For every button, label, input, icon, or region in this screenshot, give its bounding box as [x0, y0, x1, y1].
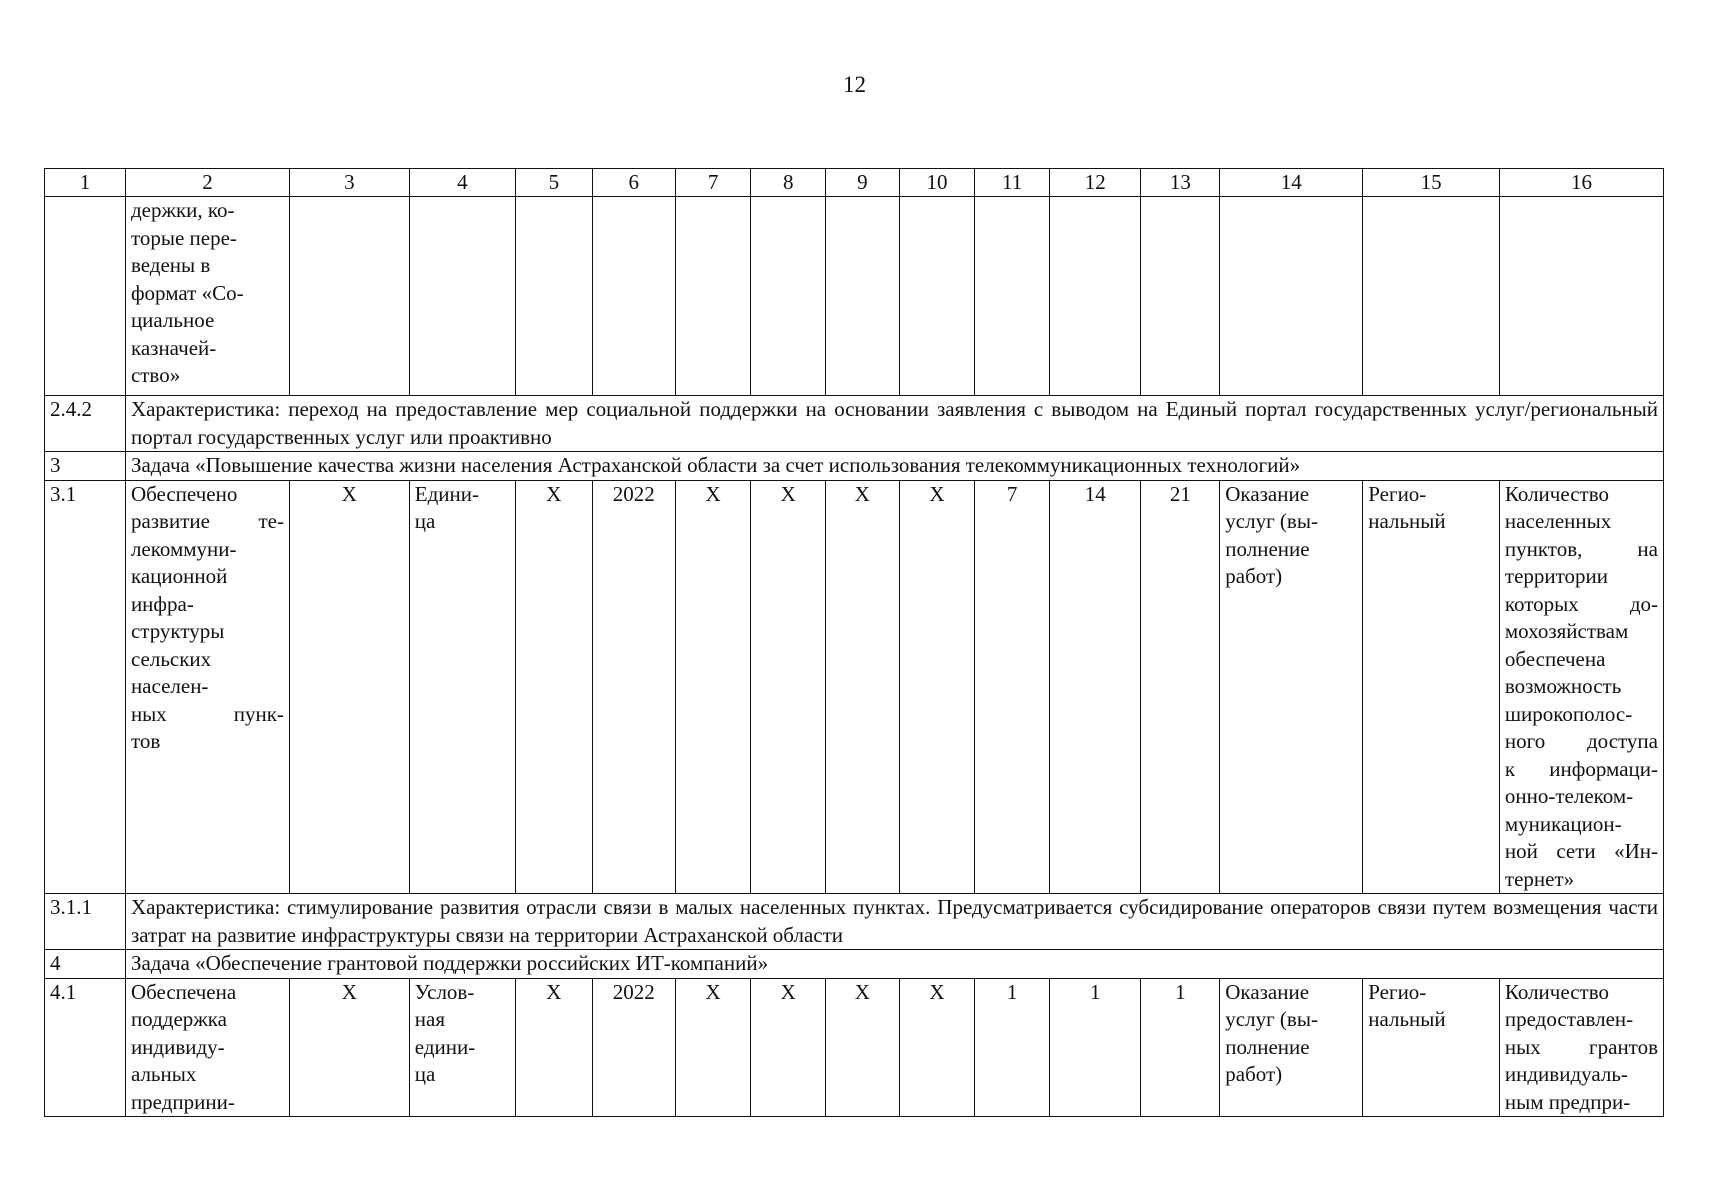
cell-x-mark: Х: [289, 480, 409, 894]
cell-x-mark: Х: [675, 480, 751, 894]
column-number-row: [45, 169, 1664, 197]
value-cell: 14: [1049, 480, 1140, 894]
base-year: 2022: [592, 978, 675, 1117]
characteristic-row-2-4-2: [45, 396, 1664, 452]
column-number: 2: [125, 169, 289, 197]
unit-of-measure: Едини- ца: [409, 480, 515, 894]
characteristic-text: Характеристика: стимулирование развития отрасли связи в малых населенных пунктах. Предусматривается субсидирование операторов связи путем возмещения части затрат на развитие инфраструктуры связи на территории Астраханской области: [125, 894, 1663, 950]
cell-empty: [675, 197, 751, 396]
cell-empty: [1499, 197, 1663, 396]
value-cell: 1: [1141, 978, 1220, 1117]
column-number: 5: [515, 169, 592, 197]
cell-empty: [45, 197, 126, 396]
task-text: Задача «Обеспечение грантовой поддержки российских ИТ-компаний»: [125, 950, 1663, 979]
cell-x-mark: Х: [289, 978, 409, 1117]
cell-x-mark: Х: [751, 978, 826, 1117]
indicator-row-4-1: [45, 978, 1664, 1117]
column-number: 3: [289, 169, 409, 197]
result-characteristic: Количество населенных пунктов, на территории которых до- мохозяйствам обеспечена возможность широкополос- ного доступа к информаци- онно-телеком- муникацион- ной сети «Ин- тернет»: [1499, 480, 1663, 894]
column-number: 13: [1141, 169, 1220, 197]
cell-x-mark: Х: [751, 480, 826, 894]
value-cell: 1: [975, 978, 1050, 1117]
cell-empty: [1049, 197, 1140, 396]
cell-x-mark: Х: [675, 978, 751, 1117]
row-number: 3: [45, 452, 126, 481]
cell-x-mark: Х: [826, 978, 900, 1117]
row-number: 2.4.2: [45, 396, 126, 452]
cell-empty: [592, 197, 675, 396]
cell-x-mark: Х: [515, 480, 592, 894]
unit-of-measure: Услов- ная едини- ца: [409, 978, 515, 1117]
column-number: 14: [1220, 169, 1363, 197]
cell-empty: [899, 197, 975, 396]
cell-empty: [751, 197, 826, 396]
column-number: 9: [826, 169, 900, 197]
column-number: 12: [1049, 169, 1140, 197]
result-characteristic: Количество предоставлен- ных грантов индивидуаль- ным предпри-: [1499, 978, 1663, 1117]
cell-empty: [515, 197, 592, 396]
column-number: 11: [975, 169, 1050, 197]
indicator-name-continued: держки, ко- торые пере- ведены в формат «Со- циальное казначей- ство»: [125, 197, 289, 396]
characteristic-row-3-1-1: [45, 894, 1664, 950]
column-number: 6: [592, 169, 675, 197]
column-number: 7: [675, 169, 751, 197]
column-number: 8: [751, 169, 826, 197]
result-level: Регио- нальный: [1363, 480, 1500, 894]
indicator-name: Обеспечено развитие те- лекоммуни- кационной инфра- структуры сельских населен- ных пунк- тов: [125, 480, 289, 894]
cell-empty: [1141, 197, 1220, 396]
cell-empty: [409, 197, 515, 396]
value-cell: 21: [1141, 480, 1220, 894]
row-number: 3.1.1: [45, 894, 126, 950]
cell-empty: [826, 197, 900, 396]
cell-x-mark: Х: [899, 480, 975, 894]
cell-empty: [975, 197, 1050, 396]
row-number: 3.1: [45, 480, 126, 894]
result-level: Регио- нальный: [1363, 978, 1500, 1117]
row-number: 4.1: [45, 978, 126, 1117]
result-type: Оказание услуг (вы- полнение работ): [1220, 480, 1363, 894]
column-number: 16: [1499, 169, 1663, 197]
cell-empty: [289, 197, 409, 396]
cell-x-mark: Х: [899, 978, 975, 1117]
task-row-3: [45, 452, 1664, 481]
column-number: 1: [45, 169, 126, 197]
task-row-4: [45, 950, 1664, 979]
row-number: 4: [45, 950, 126, 979]
cell-x-mark: Х: [515, 978, 592, 1117]
indicators-table: [44, 168, 1664, 1117]
value-cell: 1: [1049, 978, 1140, 1117]
continuation-row: [45, 197, 1664, 396]
cell-empty: [1220, 197, 1363, 396]
page-number: 12: [843, 72, 866, 97]
indicator-row-3-1: [45, 480, 1664, 894]
indicator-name: Обеспечена поддержка индивиду- альных предприни-: [125, 978, 289, 1117]
cell-x-mark: Х: [826, 480, 900, 894]
result-type: Оказание услуг (вы- полнение работ): [1220, 978, 1363, 1117]
column-number: 10: [899, 169, 975, 197]
characteristic-text: Характеристика: переход на предоставление мер социальной поддержки на основании заявления с выводом на Единый портал государственных услуг/региональный портал государственных услуг или проактивно: [125, 396, 1663, 452]
column-number: 4: [409, 169, 515, 197]
base-year: 2022: [592, 480, 675, 894]
cell-empty: [1363, 197, 1500, 396]
column-number: 15: [1363, 169, 1500, 197]
value-cell: 7: [975, 480, 1050, 894]
task-text: Задача «Повышение качества жизни населения Астраханской области за счет использования телекоммуникационных технологий»: [125, 452, 1663, 481]
